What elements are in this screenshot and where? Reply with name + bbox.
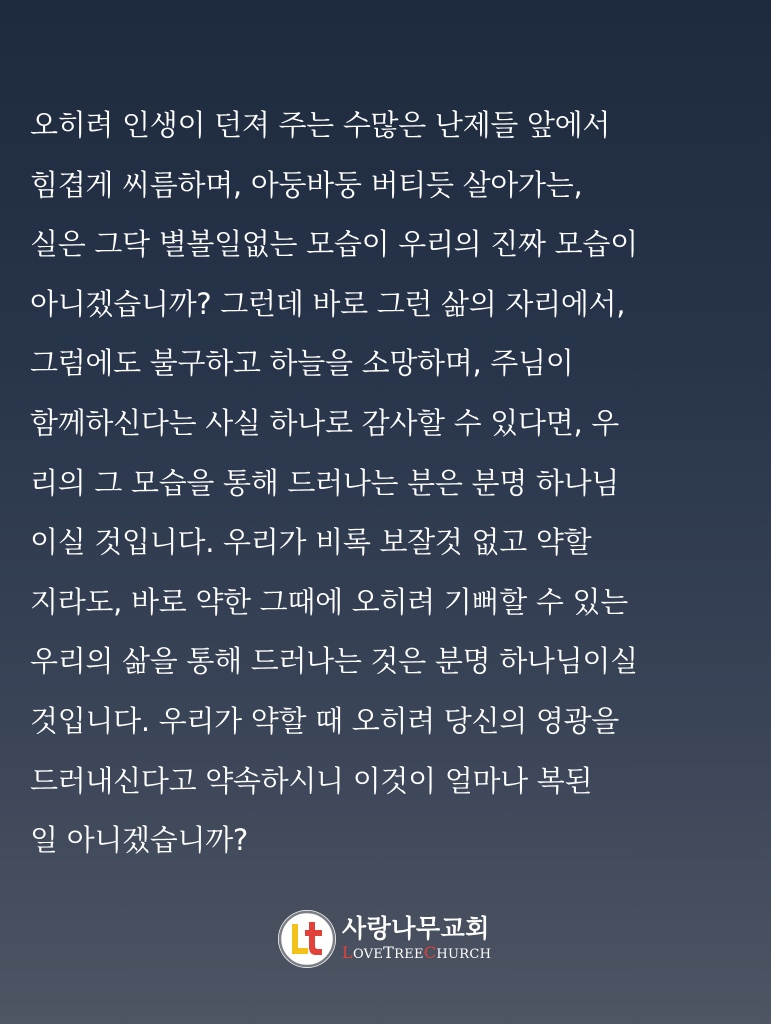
body-line: 아니겠습니까? 그런데 바로 그런 삶의 자리에서, xyxy=(30,286,626,321)
body-line: 오히려 인생이 던져 주는 수많은 난제들 앞에서 xyxy=(30,108,611,142)
body-line: 것입니다. 우리가 약할 때 오히려 당신의 영광을 xyxy=(30,703,619,738)
church-name-english-part: REE xyxy=(394,947,424,962)
church-name-korean: 사랑나무교회 xyxy=(342,914,490,943)
church-logo xyxy=(278,910,491,968)
body-line: 이실 것입니다. 우리가 비록 보잘것 없고 약할 xyxy=(30,525,592,560)
church-name-english-part: L xyxy=(342,943,353,962)
church-name-english xyxy=(342,944,491,964)
body-line: 그럼에도 불구하고 하늘을 소망하며, 주님이 xyxy=(30,346,574,381)
church-name-english-part: T xyxy=(383,943,395,962)
body-line: 힘겹게 씨름하며, 아둥바둥 버티듯 살아가는, xyxy=(30,167,583,202)
body-line: 함께하신다는 사실 하나로 감사할 수 있다면, 우 xyxy=(30,405,619,440)
body-line: 리의 그 모습을 통해 드러나는 분은 분명 하나님 xyxy=(30,465,619,500)
body-line: 실은 그닥 별볼일없는 모습이 우리의 진짜 모습이 xyxy=(30,227,638,262)
church-name-english-part: OVE xyxy=(352,947,384,962)
body-line: 우리의 삶을 통해 드러나는 것은 분명 하나님이실 xyxy=(30,644,638,679)
body-line: 드러내신다고 약속하시니 이것이 얼마나 복된 xyxy=(30,763,593,798)
church-name-english-part: C xyxy=(423,943,437,962)
body-text xyxy=(30,96,750,871)
church-name-english-part: HURCH xyxy=(436,947,492,962)
church-logo-icon xyxy=(278,910,336,968)
body-line: 일 아니겠습니까? xyxy=(30,823,249,858)
body-line: 지라도, 바로 약한 그때에 오히려 기뻐할 수 있는 xyxy=(30,584,628,619)
